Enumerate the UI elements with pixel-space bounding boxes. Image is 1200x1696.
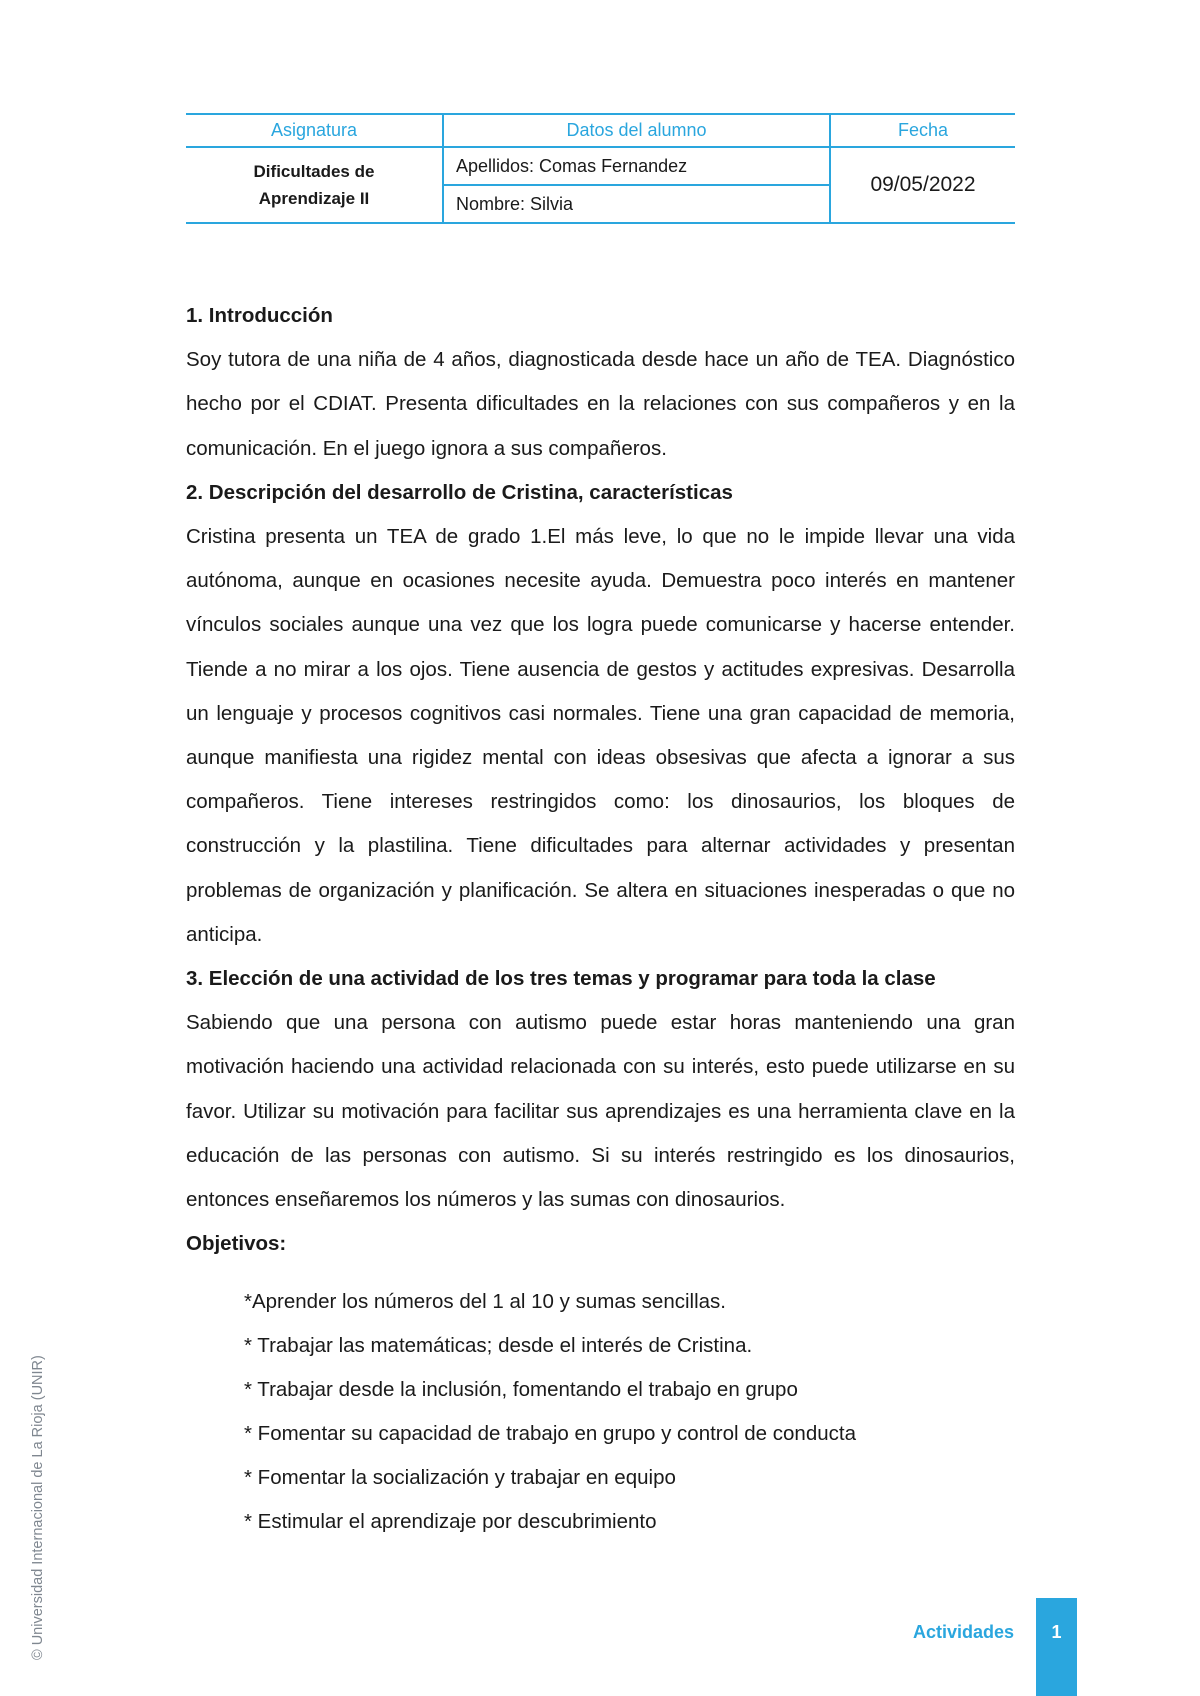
page-number: 1 <box>1051 1622 1062 1642</box>
header-row <box>186 114 1015 147</box>
objective-item: *Aprender los números del 1 al 10 y sumas sencillas. <box>244 1290 726 1314</box>
subject-line-2: Aprendizaje II <box>258 189 370 208</box>
col-date-header: Fecha <box>830 114 1015 147</box>
section-3-text: Sabiendo que una persona con autismo puede estar horas manteniendo una gran motivación haciendo una actividad relacionada con su interés, esto puede utilizarse en su favor. Utilizar su motivación para facilitar sus aprendizajes es una herramienta clave en la educación de las personas con autismo. Si su interés restringido es los dinosaurios, entonces enseñaremos los números y las sumas con dinosaurios. <box>186 1011 1015 1212</box>
data-row <box>186 147 1015 185</box>
name-cell: Nombre: Silvia <box>443 185 830 223</box>
subject-line-1: Dificultades de <box>253 162 375 181</box>
section-2-heading: 2. Descripción del desarrollo de Cristina, características <box>186 480 733 504</box>
objective-item: * Trabajar desde la inclusión, fomentando el trabajo en grupo <box>244 1378 798 1402</box>
objective-item: * Fomentar su capacidad de trabajo en grupo y control de conducta <box>244 1422 856 1446</box>
copyright-notice: © Universidad Internacional de La Rioja (UNIR) <box>30 1355 46 1660</box>
date-cell: 09/05/2022 <box>830 147 1015 223</box>
header-table <box>186 113 1015 224</box>
objective-item: * Estimular el aprendizaje por descubrimiento <box>244 1510 657 1534</box>
surname-cell: Apellidos: Comas Fernandez <box>443 147 830 185</box>
objective-item: * Trabajar las matemáticas; desde el interés de Cristina. <box>244 1334 753 1358</box>
page-number-badge <box>1036 1598 1077 1696</box>
section-3-heading: 3. Elección de una actividad de los tres temas y programar para toda la clase <box>186 967 936 991</box>
col-student-header: Datos del alumno <box>443 114 830 147</box>
objectives-list <box>186 1280 1015 1544</box>
subject-cell <box>186 147 443 223</box>
section-2-text: Cristina presenta un TEA de grado 1.El más leve, lo que no le impide llevar una vida autónoma, aunque en ocasiones necesite ayuda. Demuestra poco interés en mantener vínculos sociales aunque una vez que los logra puede comunicarse y hacerse entender. Tiende a no mirar a los ojos. Tiene ausencia de gestos y actitudes expresivas. Desarrolla un lenguaje y procesos cognitivos casi normales. Tiene una gran capacidad de memoria, aunque manifiesta una rigidez mental con ideas obsesivas que afecta a ignorar a sus compañeros. Tiene intereses restringidos como: los dinosaurios, los bloques de construcción y la plastilina. Tiene dificultades para alternar actividades y presentan problemas de organización y planificación. Se altera en situaciones inesperadas o que no anticipa. <box>186 525 1015 946</box>
footer-section-label: Actividades <box>912 1622 1014 1642</box>
document-body <box>186 294 1015 1544</box>
objectives-heading: Objetivos: <box>186 1232 287 1256</box>
section-1-text: Soy tutora de una niña de 4 años, diagnosticada desde hace un año de TEA. Diagnóstico hecho por el CDIAT. Presenta dificultades en la relaciones con sus compañeros y en la comunicación. En el juego ignora a sus compañeros. <box>186 348 1015 460</box>
objective-item: * Fomentar la socialización y trabajar en equipo <box>244 1466 676 1490</box>
section-1-heading: 1. Introducción <box>186 304 333 327</box>
col-subject-header: Asignatura <box>186 114 443 147</box>
